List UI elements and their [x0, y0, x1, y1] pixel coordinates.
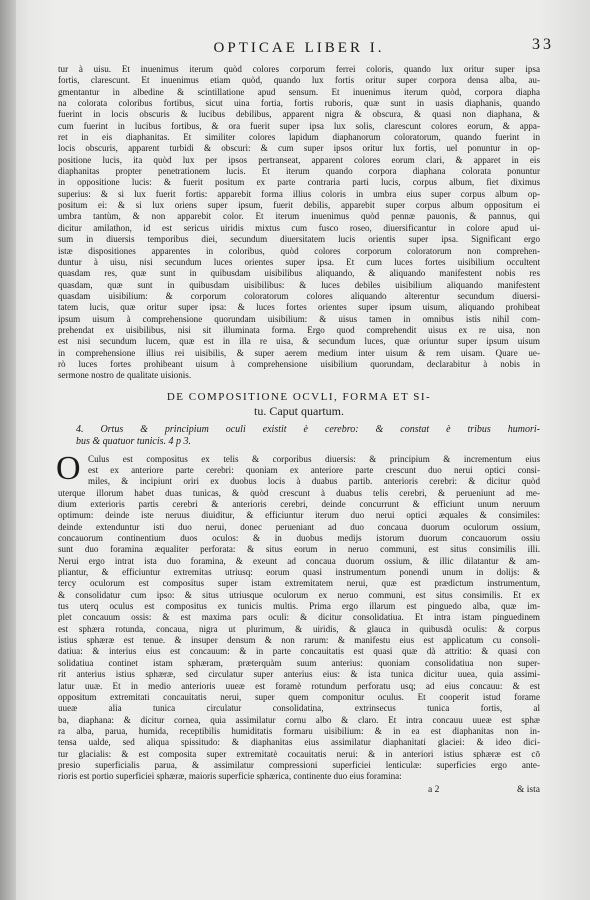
- paragraph-eye-composition: [56, 449, 540, 783]
- text-line: positione lucis, ita quòd lux per ipsos pertranseat, apparent colores eorum clari, & apparet in eis: [58, 154, 540, 165]
- section-subtitle: tu. Caput quartum.: [254, 403, 344, 418]
- text-line: miles, & incipiunt oriri ex duobus locis à duabus partib. anterioris cerebri: & dicitur quòd: [88, 476, 540, 487]
- text-line: uterque illorum habet duas tunicas, & quòd crescunt à duabus telis cerebri, & perueniunt ad me-: [58, 487, 540, 498]
- text-line: na colorata coloribus fortibus, sicut uina fortia, fortis ruboris, quæ sunt in uasis diaphanis, quando: [58, 98, 540, 109]
- page-footer: [58, 785, 540, 799]
- text-line: bus & quatuor tunicis. 4 p 3.: [76, 435, 192, 447]
- binding-shadow: [0, 0, 16, 900]
- text-line: est nisi secundum lucem, quæ est in illa re uisa, & secundum luces, quæ oriuntur super ipsum uisum: [58, 336, 540, 347]
- text-line: Nerui ergo intrat ista duo foramina, & exeunt ad concaua duorum ossium, & illic dilatantur & am-: [58, 555, 540, 566]
- text-line: pliantur, & efficiuntur extremitas utriusq: eorum quasi instrumentum ponendi unum in dolijs: &: [58, 567, 540, 578]
- text-line: istæ dispositiones apparentes in coloribus, quòd colores corporum coloratorum non comprehen-: [58, 245, 540, 256]
- text-line: quasdam, quæ sunt in quibusdam uisibilibus: & luces debiles uisibilium aliquando manifestent: [58, 279, 540, 290]
- text-block: [56, 36, 554, 799]
- text-line: istius sphæræ est tenue. & insuper densum & non rarum: & manifestu eius est applicatum cu consoli-: [58, 635, 540, 646]
- text-line: tensa ualde, sed aliqua spissitudo: & diaphanitas eius assimilatur diaphanitati glaciei: & ideo dici-: [58, 737, 540, 748]
- text-line: in oppositione lucis: & fuerit positum ex parte contraria parti lucis, corpus album, fiet diximus: [58, 177, 540, 188]
- text-line: tus uterq oculus est compositus ex tunicis multis. Prima ergo illarum est pinguedo alba, quæ im-: [58, 601, 540, 612]
- text-line: prehendat ex uisibilibus, nisi sit illuminata forma. Ergo quod comprehendit uisus ex re uisa, non: [58, 324, 540, 335]
- chapter-summary-note: [76, 424, 540, 448]
- text-line: superius: & si lux fuerit fortis: apparebit forma illius coloris in umbra eius super corpus album op-: [58, 188, 540, 199]
- running-head: [58, 36, 554, 64]
- text-line: deinde extenduntur isti duo nerui, donec perueniant ad duo concaua duorum oculorum ossium,: [58, 521, 540, 532]
- text-line: uueæ alia tunica circulatur consolidatina, extrinsecus tunica fortis, al: [58, 703, 540, 714]
- text-line: diaphanitas propter penetrationem lucis. Et iterum quando corpora diaphana colorata ponuntur: [58, 166, 540, 177]
- text-line: oppositum extremitati concauitatis nerui, super quem componitur oculus. Et cooperit istud forame: [58, 691, 540, 702]
- text-line: est ex anteriore parte cerebri: quoniam ex anteriore parte crescunt duo nerui optici consi-: [88, 464, 540, 475]
- text-line: tur glacialis: & est composita super extremitatè cocauitatis nerui: & in anteriori istius sphæræ est cō: [58, 748, 540, 759]
- text-line: ra alba, parua, humida, receptibilis humiditatis formaru uisibilium: & in ea est diaphanitas non in-: [58, 725, 540, 736]
- catchword: & ista: [517, 784, 540, 795]
- text-line: fortis, clarescunt. Et inuenimus etiam quòd, quando lux fortis oritur super corpora densa alba, au-: [58, 75, 540, 86]
- text-line: solidatiua continet istam sphæram, præterquàm suum anterius: quoniam consolidatiua non super-: [58, 657, 540, 668]
- text-line: concauorum continentium duos oculos: & in duobus medijs istorum duorum concauorum ossiu: [58, 533, 540, 544]
- text-line: Culus est compositus ex telis & corporibus diuersis: & principium & incrementum eius: [88, 453, 540, 464]
- text-line: optimum: deinde iste neruus diuiditur, & efficiuntur iterum duo nerui optici æquales & consimiles:: [58, 510, 540, 521]
- paragraph-light: [58, 64, 540, 382]
- text-line: rò luces fortes prohibeant uisum à comprehensione uisibilium quorundam, declarabitur à nobis in: [58, 358, 540, 369]
- text-line: sum in diuersis temporibus diei, secundum diuersitatem lucis orientis super ipsa. Significant ergo: [58, 234, 540, 245]
- text-line: locis obscuris, apparent turbidi & obscuri: & cum super ipsos oritur lux fortis, uel ponuntur in op-: [58, 143, 540, 154]
- text-line: tur à uisu. Et inuenimus iterum quòd colores corporum ferrei coloris, quando lux oritur super ipsa: [58, 64, 540, 74]
- text-line: ba, diaphana: & dicitur cornea, quia assimilatur cornu albo & claro. Et intra concauu uueæ est sphæ: [58, 714, 540, 725]
- running-head-title: OPTICAE LIBER I.: [213, 40, 385, 56]
- text-line: 4. Ortus & principium oculi existit è cerebro: & constat è tribus humori-: [76, 423, 540, 435]
- drop-cap-initial: O: [56, 449, 81, 487]
- text-line: & consolidatur cum ipso: & situs utriusque oculorum ex neruo communi, est situs consimilis. Et ex: [58, 589, 540, 600]
- text-line: ret in eis diaphanitas. Et similiter colores lapidum diaphanorum coloratorum, quando fuerint in: [58, 132, 540, 143]
- text-line: tatem lucis, quæ oritur super ipsa: & luces fortes orientes super ipsum uisum, aliquando prohibeat: [58, 302, 540, 313]
- text-line: quasdam uisibilium: & corporum coloratorum colores aliquando alterentur secundum diuersi-: [58, 290, 540, 301]
- section-title: DE COMPOSITIONE OCVLI, FORMA ET SI-: [166, 390, 432, 403]
- page-number: 33: [532, 36, 554, 53]
- text-line: cum fuerint in lucibus fortibus, & ora fuerit super ipsa lux solis, clarescunt colores eorum, & appa-: [58, 120, 540, 131]
- text-line: sunt duo foramina æqualiter perforata: & situs eorum in neruo communi, est situs consimilis illi.: [58, 544, 540, 555]
- text-line: rit anterius istius sphæræ, sed circulatur super anterius eius: & ista tunica dicitur uuea, quia assimi-: [58, 669, 540, 680]
- text-line: dicitur amilathon, id est sericus uiridis mixtus cum fusco roseo, diuersificantur in colore apud ui-: [58, 222, 540, 233]
- text-line: ipsum uisum à comprehensione quorundam uisibilium: & uisus tamen in omnibus istis nihil com-: [58, 313, 540, 324]
- text-line: quasdam res, quæ sunt in quibusdam uisibilibus aliquando, & aliquando manifestent nobis res: [58, 268, 540, 279]
- text-line: umbra tantùm, & non apparebit color. Et iterum inuenimus quòd pennæ pauonis, & pannus, qui: [58, 211, 540, 222]
- text-line: in comprehensione illius rei uisibilis, & super aerem medium inter uisum & rem uisam. Quare ue-: [58, 347, 540, 358]
- text-line: rioris est portio superficiei sphæræ, maioris superficie sphærica, continente duo eius foramina:: [58, 771, 402, 782]
- text-line: est sphæra rotunda, concaua, nigra ut plurimum, & uiridis, & glauca in quibusdà oculis: & corpus: [58, 623, 540, 634]
- text-line: plet concauum ossis: & est maxima pars oculi: & dicitur consolidatiua. Et intra istam pinguedinem: [58, 612, 540, 623]
- text-line: latur uuæ. Et in medio anterioris uueæ est foramè rotundum perforatu usq; ad eius concauu: & est: [58, 680, 540, 691]
- text-line: positum ei: & si lux oriens super ipsum, fuerit debilis, apparebit super corpus album oppositum ei: [58, 200, 540, 211]
- text-line: presio superficialis parua, & assimilatur compressioni superficiei lenticulæ: superficies ergo ante-: [58, 759, 540, 770]
- text-line: tercy oculorum est compositus super istam extremitatem nerui, quæ est prædictum instrumentum,: [58, 578, 540, 589]
- text-line: dium exterioris partis cerebri & anterioris cerebri, deinde concurrunt & efficiunt unum neruum: [58, 499, 540, 509]
- chapter-text: [56, 449, 540, 783]
- text-line: duntur à uisu, nisi secundum luces orientes super ipsa. Et cum luces fortes uisibilium occultent: [58, 256, 540, 267]
- text-line: gmentantur in albedine & scintillatione apud sensum. Et inuenimus iterum quòd, corpora diapha: [58, 86, 540, 97]
- text-line: sermone nostro de qualitate uisionis.: [58, 370, 192, 381]
- signature-mark: a 2: [428, 784, 440, 795]
- text-line: fuerint in locis obscuris & lucibus debilibus, apparent nigra & obscura, & quasi non diaphana, &: [58, 109, 540, 120]
- text-line: datiua: & interius eius est concauum: & in parte concauitatis est quasi quæ dà attritio: & quasi con: [58, 646, 540, 657]
